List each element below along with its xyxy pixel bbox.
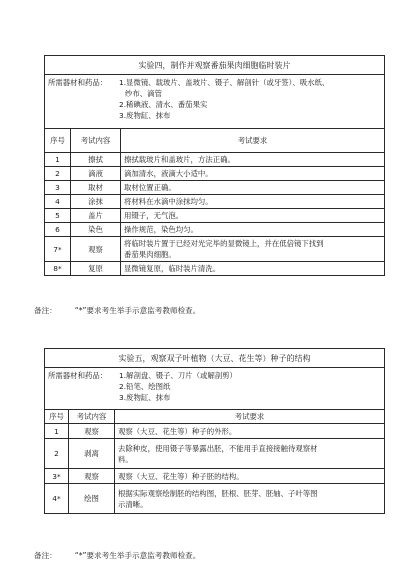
materials-line: 1.显微镜、载玻片、盖玻片、镊子、解剖针（或牙签）、吸水纸、: [119, 78, 330, 87]
note-label: 备注：: [34, 551, 57, 560]
header-num: 序号: [45, 129, 71, 153]
materials-label: 所需器材和药品：: [48, 78, 108, 87]
row-requirement: [115, 424, 385, 439]
note-text: “*”要求考生举手示意监考教师检查。: [74, 306, 201, 315]
row-content: 观察: [71, 237, 121, 262]
table-header-row: [45, 129, 385, 153]
table-row: [45, 262, 385, 276]
materials-line: 2.稀碘液、清水、番茄果实: [119, 100, 208, 109]
row-requirement: [115, 484, 385, 514]
row-content: 复原: [71, 262, 121, 276]
requirement-line: 料。: [118, 454, 133, 464]
experiment-5-title: 实验五，观察双子叶植物（大豆、花生等）种子的结构: [45, 349, 385, 368]
table-row: [45, 181, 385, 195]
header-num: 序号: [45, 410, 69, 424]
table-row: [45, 237, 385, 262]
requirement-line: 根据实际观察绘制胚的结构图，胚根、胚芽、胚轴、子叶等图: [118, 488, 318, 498]
note-text: “*”要求考生举手示意监考教师检查。: [74, 551, 201, 560]
requirement-line: 观察（大豆、花生等）种子胚的结构。: [118, 471, 244, 481]
row-content: 涂抹: [71, 195, 121, 209]
row-number: 4: [45, 195, 71, 209]
requirement-line: 将材料在水滴中涂抹均匀。: [124, 197, 213, 206]
table-row: [45, 209, 385, 223]
header-content: 考试内容: [71, 129, 121, 153]
row-number: 2: [45, 439, 69, 469]
table-header-row: [45, 410, 385, 424]
requirement-line: 擦拭载玻片和盖玻片，方法正确。: [124, 155, 235, 164]
header-content: 考试内容: [69, 410, 115, 424]
requirement-line: 显微镜复原，临时装片清洗。: [124, 264, 221, 273]
experiment-4-note: [34, 305, 200, 316]
note-label: 备注：: [34, 306, 57, 315]
row-content: 观察: [69, 469, 115, 484]
row-content: 剥离: [69, 439, 115, 469]
materials-line: 2.铅笔、绘图纸: [119, 382, 171, 391]
materials-line: 纱布、滴管: [125, 89, 162, 98]
row-requirement: [115, 439, 385, 469]
requirement-line: 观察（大豆、花生等）种子的外形。: [118, 426, 237, 436]
requirement-line: 将临时装片置于已经对光完毕的显微镜上，并在低倍镜下找到: [124, 239, 324, 248]
materials-label: 所需器材和药品：: [48, 371, 108, 380]
experiment-5-table: [44, 348, 385, 514]
row-requirement: [121, 167, 385, 181]
row-number: 1: [45, 424, 69, 439]
row-content: 滴液: [71, 167, 121, 181]
requirement-line: 去除种皮，使用镊子等暴露出胚，不能用手直接接触待观察材: [118, 443, 318, 453]
row-content: 绘图: [69, 484, 115, 514]
row-content: 取材: [71, 181, 121, 195]
row-number: 3*: [45, 469, 69, 484]
requirement-line: 番茄果肉细胞。: [124, 250, 176, 259]
experiment-4-title: 实验四，制作并观察番茄果肉细胞临时装片: [45, 56, 385, 75]
row-requirement: [121, 262, 385, 276]
row-requirement: [115, 469, 385, 484]
table-row: [45, 484, 385, 514]
requirement-line: 示清晰。: [118, 499, 148, 509]
table-row: [45, 153, 385, 167]
table-row: [45, 424, 385, 439]
requirement-line: 用镊子，无气泡。: [124, 211, 184, 220]
header-requirement: 考试要求: [121, 129, 385, 153]
row-requirement: [121, 209, 385, 223]
row-number: 6: [45, 223, 71, 237]
row-number: 8*: [45, 262, 71, 276]
requirement-line: 滴加清水，液滴大小适中。: [124, 169, 213, 178]
table-row: [45, 167, 385, 181]
materials-line: 3.废物缸、抹布: [119, 393, 171, 402]
row-number: 1: [45, 153, 71, 167]
row-number: 2: [45, 167, 71, 181]
materials-line: 1.解剖盘、镊子、刀片（或解剖剪）: [119, 371, 237, 380]
row-number: 4*: [45, 484, 69, 514]
row-content: 盖片: [71, 209, 121, 223]
experiment-5-materials: [45, 368, 385, 410]
experiment-4-table: [44, 55, 385, 276]
row-number: 5: [45, 209, 71, 223]
row-requirement: [121, 195, 385, 209]
table-row: [45, 469, 385, 484]
row-requirement: [121, 237, 385, 262]
requirement-line: 取材位置正确。: [124, 183, 176, 192]
table-row: [45, 223, 385, 237]
row-content: 擦拭: [71, 153, 121, 167]
row-requirement: [121, 223, 385, 237]
requirement-line: 操作规范，染色均匀。: [124, 225, 198, 234]
row-content: 观察: [69, 424, 115, 439]
header-requirement: 考试要求: [115, 410, 385, 424]
table-row: [45, 195, 385, 209]
materials-line: 3.废物缸、抹布: [119, 111, 171, 120]
experiment-5-note: [34, 550, 200, 561]
row-content: 染色: [71, 223, 121, 237]
row-number: 7*: [45, 237, 71, 262]
table-row: [45, 439, 385, 469]
experiment-4-materials: [45, 75, 385, 129]
row-requirement: [121, 181, 385, 195]
row-requirement: [121, 153, 385, 167]
row-number: 3: [45, 181, 71, 195]
